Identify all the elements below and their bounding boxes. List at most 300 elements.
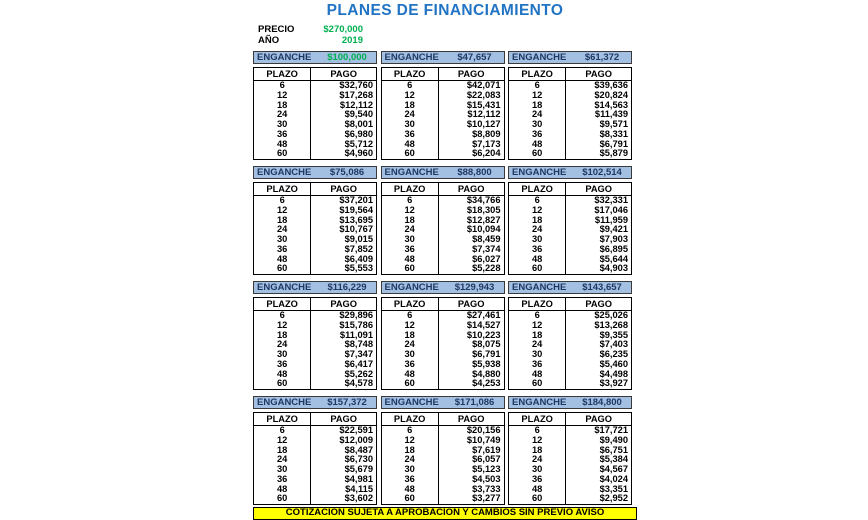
pago-cell: $12,112 bbox=[467, 109, 501, 120]
plazo-cell: 24 bbox=[382, 340, 439, 350]
plan-rows bbox=[509, 426, 631, 504]
plazo-cell: 48 bbox=[509, 140, 566, 150]
pago-cell: $8,809 bbox=[472, 128, 501, 139]
pago-column-header: PAGO bbox=[330, 184, 357, 194]
pago-column-header: PAGO bbox=[585, 184, 612, 194]
pago-cell: $8,075 bbox=[472, 339, 501, 350]
plazo-cell: 48 bbox=[509, 255, 566, 265]
precio-row bbox=[258, 24, 637, 35]
plan-card bbox=[508, 281, 632, 390]
plazo-cell: 60 bbox=[254, 264, 311, 274]
plazo-column-header: PLAZO bbox=[254, 298, 311, 310]
pago-cell: $8,331 bbox=[599, 128, 628, 139]
enganche-value: $88,800 bbox=[457, 167, 492, 178]
plazo-cell: 36 bbox=[382, 130, 439, 140]
plazo-cell: 60 bbox=[509, 494, 566, 504]
plazo-cell: 6 bbox=[254, 311, 311, 321]
plazo-column-header: PLAZO bbox=[509, 183, 566, 195]
enganche-header bbox=[508, 51, 632, 64]
plan-card bbox=[508, 51, 632, 160]
pago-cell: $11,439 bbox=[594, 109, 628, 120]
pago-cell: $32,760 bbox=[339, 80, 373, 90]
plazo-cell: 6 bbox=[509, 426, 566, 436]
pago-cell: $19,564 bbox=[339, 204, 373, 215]
pago-cell: $3,927 bbox=[599, 378, 628, 389]
price-year-block bbox=[258, 24, 637, 46]
pago-cell: $37,201 bbox=[339, 195, 373, 205]
plazo-cell: 6 bbox=[382, 311, 439, 321]
plazo-cell: 12 bbox=[382, 206, 439, 216]
pago-cell: $6,980 bbox=[344, 128, 373, 139]
plan-card bbox=[253, 51, 377, 160]
plazo-cell: 48 bbox=[254, 140, 311, 150]
plan-rows bbox=[382, 311, 504, 389]
pago-cell: $4,981 bbox=[344, 473, 373, 484]
plan-card bbox=[381, 166, 505, 275]
enganche-header bbox=[253, 281, 377, 294]
pago-cell: $22,591 bbox=[339, 425, 373, 435]
plazo-cell: 36 bbox=[254, 475, 311, 485]
enganche-label: ENGANCHE bbox=[257, 397, 312, 408]
pago-cell: $6,791 bbox=[472, 349, 501, 359]
plazo-column-header: PLAZO bbox=[509, 413, 566, 425]
payment-table bbox=[381, 297, 505, 390]
plazo-cell: 30 bbox=[254, 465, 311, 475]
plan-card bbox=[508, 166, 632, 275]
plan-card bbox=[253, 166, 377, 275]
plan-card bbox=[508, 396, 632, 505]
pago-cell: $7,903 bbox=[599, 234, 628, 244]
enganche-header bbox=[381, 281, 505, 294]
pago-cell: $18,305 bbox=[466, 204, 501, 215]
pago-cell: $9,540 bbox=[344, 109, 373, 120]
plazo-column-header: PLAZO bbox=[509, 68, 566, 80]
enganche-value: $47,657 bbox=[457, 52, 492, 63]
financing-sheet bbox=[253, 0, 637, 520]
enganche-label: ENGANCHE bbox=[384, 167, 439, 178]
plazo-cell: 48 bbox=[382, 485, 439, 495]
pago-cell: $12,009 bbox=[339, 434, 373, 445]
plan-row bbox=[509, 149, 631, 159]
plazo-cell: 60 bbox=[254, 494, 311, 504]
plazo-cell: 30 bbox=[382, 120, 439, 130]
pago-cell: $8,459 bbox=[472, 234, 501, 244]
pago-column-header: PAGO bbox=[457, 69, 485, 79]
payment-table bbox=[253, 297, 377, 390]
pago-cell: $6,057 bbox=[472, 454, 501, 465]
plazo-column-header: PLAZO bbox=[254, 68, 311, 80]
enganche-label: ENGANCHE bbox=[257, 52, 312, 63]
enganche-value: $184,800 bbox=[582, 397, 622, 408]
pago-cell: $6,895 bbox=[599, 243, 628, 254]
pago-cell: $12,112 bbox=[339, 99, 373, 110]
enganche-value: $116,229 bbox=[327, 282, 367, 293]
plazo-cell: 36 bbox=[509, 475, 566, 485]
plan-row bbox=[509, 379, 631, 389]
plazo-cell: 12 bbox=[509, 321, 566, 331]
payment-table bbox=[508, 67, 632, 160]
plazo-cell: 60 bbox=[254, 379, 311, 389]
plazo-cell: 12 bbox=[254, 206, 311, 216]
pago-cell: $8,001 bbox=[344, 119, 373, 129]
plazo-cell: 24 bbox=[382, 110, 439, 120]
enganche-header bbox=[508, 166, 632, 179]
plazo-cell: 24 bbox=[382, 455, 439, 465]
pago-cell: $42,071 bbox=[466, 80, 501, 90]
plazo-column-header: PLAZO bbox=[382, 183, 439, 195]
pago-cell: $2,952 bbox=[599, 493, 628, 504]
plazo-cell: 12 bbox=[382, 436, 439, 446]
plazo-cell: 18 bbox=[382, 216, 439, 226]
precio-value: $270,000 bbox=[323, 24, 363, 35]
plazo-cell: 36 bbox=[382, 475, 439, 485]
enganche-header bbox=[381, 396, 505, 409]
pago-column-header: PAGO bbox=[330, 69, 357, 79]
pago-cell: $17,721 bbox=[594, 425, 628, 435]
pago-cell: $9,421 bbox=[599, 224, 628, 235]
plazo-cell: 30 bbox=[509, 235, 566, 245]
pago-cell: $6,751 bbox=[599, 444, 628, 455]
plan-row bbox=[382, 494, 504, 504]
plazo-cell: 24 bbox=[509, 225, 566, 235]
pago-cell: $7,347 bbox=[344, 349, 373, 359]
payment-table bbox=[253, 182, 377, 275]
enganche-label: ENGANCHE bbox=[384, 282, 439, 293]
plazo-cell: 24 bbox=[254, 340, 311, 350]
plan-row bbox=[382, 379, 504, 389]
pago-cell: $4,567 bbox=[599, 464, 628, 474]
pago-cell: $8,748 bbox=[344, 339, 373, 350]
enganche-value: $102,514 bbox=[582, 167, 622, 178]
pago-cell: $7,374 bbox=[472, 243, 501, 254]
pago-cell: $6,409 bbox=[344, 253, 373, 264]
pago-cell: $17,046 bbox=[594, 204, 628, 215]
plazo-cell: 60 bbox=[509, 264, 566, 274]
plazo-cell: 12 bbox=[254, 91, 311, 101]
plazo-cell: 48 bbox=[382, 255, 439, 265]
pago-cell: $4,498 bbox=[599, 368, 628, 379]
pago-cell: $5,384 bbox=[599, 454, 628, 465]
plazo-cell: 36 bbox=[254, 245, 311, 255]
pago-column-header: PAGO bbox=[585, 69, 612, 79]
pago-cell: $25,026 bbox=[594, 310, 628, 320]
plazo-cell: 12 bbox=[254, 321, 311, 331]
plan-card bbox=[253, 396, 377, 505]
pago-column-header: PAGO bbox=[330, 299, 357, 309]
enganche-value: $143,657 bbox=[582, 282, 622, 293]
payment-table bbox=[508, 182, 632, 275]
plan-row bbox=[382, 264, 504, 274]
anio-label: AÑO bbox=[258, 35, 280, 46]
plan-rows bbox=[509, 196, 631, 274]
plazo-cell: 30 bbox=[254, 350, 311, 360]
plazo-cell: 6 bbox=[509, 311, 566, 321]
pago-cell: $7,173 bbox=[472, 138, 501, 149]
pago-cell: $5,712 bbox=[344, 138, 373, 149]
plazo-cell: 6 bbox=[509, 196, 566, 206]
enganche-value: $171,086 bbox=[454, 397, 495, 408]
plazo-cell: 30 bbox=[382, 465, 439, 475]
pago-cell: $10,223 bbox=[466, 329, 501, 340]
enganche-header bbox=[381, 166, 505, 179]
plazo-cell: 6 bbox=[382, 196, 439, 206]
plazo-cell: 48 bbox=[509, 485, 566, 495]
enganche-header bbox=[508, 281, 632, 294]
pago-cell: $5,938 bbox=[472, 358, 501, 369]
plazo-cell: 6 bbox=[382, 426, 439, 436]
pago-cell: $7,619 bbox=[472, 444, 501, 455]
pago-cell: $15,431 bbox=[466, 99, 501, 110]
pago-cell: $5,879 bbox=[599, 148, 628, 159]
plazo-cell: 24 bbox=[254, 110, 311, 120]
pago-cell: $9,571 bbox=[599, 119, 628, 129]
plan-rows bbox=[254, 81, 376, 159]
pago-cell: $5,262 bbox=[344, 368, 373, 379]
plazo-cell: 48 bbox=[509, 370, 566, 380]
plan-card bbox=[381, 281, 505, 390]
plazo-cell: 48 bbox=[254, 370, 311, 380]
pago-cell: $29,896 bbox=[339, 310, 373, 320]
plan-row bbox=[254, 379, 376, 389]
pago-cell: $4,115 bbox=[345, 483, 373, 494]
enganche-header bbox=[381, 51, 505, 64]
plan-row bbox=[254, 264, 376, 274]
plazo-cell: 12 bbox=[509, 206, 566, 216]
pago-cell: $4,024 bbox=[599, 473, 628, 484]
payment-table bbox=[381, 412, 505, 505]
plazo-cell: 48 bbox=[254, 255, 311, 265]
enganche-label: ENGANCHE bbox=[384, 52, 439, 63]
enganche-value: $100,000 bbox=[327, 52, 367, 63]
pago-cell: $5,679 bbox=[344, 464, 373, 474]
pago-cell: $7,852 bbox=[344, 243, 373, 254]
pago-cell: $5,460 bbox=[599, 358, 628, 369]
pago-cell: $11,959 bbox=[594, 214, 628, 225]
precio-label: PRECIO bbox=[258, 24, 295, 35]
plazo-cell: 12 bbox=[509, 436, 566, 446]
plazo-cell: 30 bbox=[509, 350, 566, 360]
plazo-cell: 24 bbox=[382, 225, 439, 235]
pago-column-header: PAGO bbox=[457, 299, 485, 309]
plazo-cell: 12 bbox=[254, 436, 311, 446]
plazo-cell: 48 bbox=[254, 485, 311, 495]
plazo-cell: 18 bbox=[254, 101, 311, 111]
plazo-cell: 18 bbox=[509, 216, 566, 226]
pago-cell: $8,487 bbox=[344, 444, 373, 455]
plan-rows bbox=[254, 311, 376, 389]
plan-row bbox=[382, 149, 504, 159]
plan-rows bbox=[382, 426, 504, 504]
pago-cell: $3,277 bbox=[472, 493, 501, 504]
pago-cell: $13,268 bbox=[594, 319, 628, 330]
pago-cell: $34,766 bbox=[466, 195, 501, 205]
pago-cell: $7,403 bbox=[599, 339, 628, 350]
pago-cell: $3,351 bbox=[599, 483, 628, 494]
plan-rows bbox=[509, 81, 631, 159]
pago-cell: $14,563 bbox=[594, 99, 628, 110]
plazo-cell: 12 bbox=[509, 91, 566, 101]
plazo-cell: 12 bbox=[382, 91, 439, 101]
pago-cell: $5,123 bbox=[472, 464, 501, 474]
plazo-cell: 36 bbox=[509, 360, 566, 370]
plan-card bbox=[253, 281, 377, 390]
plazo-cell: 24 bbox=[509, 455, 566, 465]
pago-cell: $4,253 bbox=[472, 378, 501, 389]
pago-cell: $6,791 bbox=[599, 138, 628, 149]
pago-cell: $4,960 bbox=[344, 148, 373, 159]
enganche-value: $129,943 bbox=[454, 282, 495, 293]
pago-column-header: PAGO bbox=[330, 414, 357, 424]
plazo-cell: 12 bbox=[382, 321, 439, 331]
plan-row bbox=[254, 494, 376, 504]
plazo-cell: 48 bbox=[382, 370, 439, 380]
plan-rows bbox=[382, 196, 504, 274]
pago-cell: $6,730 bbox=[344, 454, 373, 465]
pago-column-header: PAGO bbox=[457, 414, 485, 424]
plazo-cell: 36 bbox=[509, 130, 566, 140]
pago-column-header: PAGO bbox=[585, 299, 612, 309]
enganche-label: ENGANCHE bbox=[257, 167, 312, 178]
pago-cell: $17,268 bbox=[339, 89, 373, 100]
plazo-cell: 18 bbox=[254, 331, 311, 341]
pago-cell: $20,156 bbox=[466, 425, 501, 435]
pago-cell: $3,733 bbox=[472, 483, 501, 494]
pago-cell: $5,644 bbox=[599, 253, 628, 264]
plazo-cell: 36 bbox=[254, 130, 311, 140]
pago-cell: $27,461 bbox=[466, 310, 501, 320]
pago-cell: $6,204 bbox=[472, 148, 501, 159]
plazo-cell: 30 bbox=[509, 120, 566, 130]
enganche-label: ENGANCHE bbox=[512, 167, 567, 178]
pago-cell: $9,490 bbox=[599, 434, 628, 445]
plans-grid bbox=[253, 51, 637, 505]
pago-cell: $4,880 bbox=[472, 368, 501, 379]
plazo-cell: 18 bbox=[382, 101, 439, 111]
plazo-cell: 30 bbox=[382, 350, 439, 360]
plazo-cell: 30 bbox=[382, 235, 439, 245]
pago-cell: $4,578 bbox=[344, 378, 373, 389]
payment-table bbox=[508, 297, 632, 390]
plazo-cell: 36 bbox=[254, 360, 311, 370]
pago-cell: $10,094 bbox=[466, 224, 501, 235]
plazo-column-header: PLAZO bbox=[382, 298, 439, 310]
pago-cell: $4,903 bbox=[599, 263, 628, 274]
plan-rows bbox=[254, 426, 376, 504]
plazo-cell: 18 bbox=[509, 446, 566, 456]
pago-cell: $14,527 bbox=[466, 319, 501, 330]
plazo-cell: 36 bbox=[382, 360, 439, 370]
pago-cell: $10,127 bbox=[466, 119, 501, 129]
enganche-value: $61,372 bbox=[584, 52, 620, 63]
pago-cell: $11,091 bbox=[339, 329, 373, 340]
pago-cell: $12,827 bbox=[466, 214, 501, 225]
pago-cell: $10,749 bbox=[466, 434, 501, 445]
payment-table bbox=[381, 67, 505, 160]
pago-cell: $32,331 bbox=[594, 195, 628, 205]
plazo-cell: 6 bbox=[382, 81, 439, 91]
pago-cell: $9,015 bbox=[344, 234, 373, 244]
enganche-header bbox=[508, 396, 632, 409]
plazo-cell: 18 bbox=[254, 446, 311, 456]
plan-row bbox=[509, 264, 631, 274]
enganche-label: ENGANCHE bbox=[512, 397, 567, 408]
payment-table bbox=[253, 67, 377, 160]
pago-column-header: PAGO bbox=[457, 184, 485, 194]
plan-card bbox=[381, 396, 505, 505]
plan-row bbox=[254, 149, 376, 159]
plazo-column-header: PLAZO bbox=[254, 183, 311, 195]
plazo-cell: 24 bbox=[509, 110, 566, 120]
pago-cell: $13,695 bbox=[339, 214, 373, 225]
pago-cell: $6,417 bbox=[344, 358, 373, 369]
plazo-cell: 6 bbox=[509, 81, 566, 91]
plazo-cell: 18 bbox=[382, 446, 439, 456]
pago-cell: $9,355 bbox=[599, 329, 628, 340]
enganche-label: ENGANCHE bbox=[512, 52, 567, 63]
enganche-header bbox=[253, 396, 377, 409]
plan-row bbox=[509, 494, 631, 504]
plazo-cell: 30 bbox=[254, 235, 311, 245]
plazo-cell: 6 bbox=[254, 81, 311, 91]
plazo-cell: 6 bbox=[254, 426, 311, 436]
pago-cell: $6,235 bbox=[599, 349, 628, 359]
enganche-label: ENGANCHE bbox=[257, 282, 312, 293]
plazo-cell: 24 bbox=[254, 225, 311, 235]
plazo-column-header: PLAZO bbox=[254, 413, 311, 425]
plan-rows bbox=[509, 311, 631, 389]
plazo-cell: 18 bbox=[254, 216, 311, 226]
plazo-cell: 60 bbox=[509, 149, 566, 159]
pago-cell: $20,824 bbox=[594, 89, 628, 100]
plazo-cell: 36 bbox=[509, 245, 566, 255]
enganche-value: $157,372 bbox=[327, 397, 367, 408]
payment-table bbox=[508, 412, 632, 505]
plan-card bbox=[381, 51, 505, 160]
pago-cell: $6,027 bbox=[472, 253, 501, 264]
pago-cell: $5,228 bbox=[472, 263, 501, 274]
plazo-cell: 60 bbox=[382, 379, 439, 389]
pago-cell: $10,767 bbox=[339, 224, 373, 235]
plazo-cell: 60 bbox=[509, 379, 566, 389]
enganche-label: ENGANCHE bbox=[384, 397, 439, 408]
enganche-header bbox=[253, 51, 377, 64]
plazo-cell: 18 bbox=[382, 331, 439, 341]
enganche-value: $75,086 bbox=[329, 167, 365, 178]
pago-cell: $39,636 bbox=[594, 80, 628, 90]
plan-rows bbox=[254, 196, 376, 274]
anio-row bbox=[258, 35, 637, 46]
plazo-column-header: PLAZO bbox=[509, 298, 566, 310]
plazo-column-header: PLAZO bbox=[382, 413, 439, 425]
payment-table bbox=[253, 412, 377, 505]
pago-cell: $15,786 bbox=[339, 319, 373, 330]
plazo-cell: 48 bbox=[382, 140, 439, 150]
plazo-cell: 24 bbox=[509, 340, 566, 350]
plazo-cell: 6 bbox=[254, 196, 311, 206]
anio-value: 2019 bbox=[341, 35, 363, 46]
pago-cell: $3,602 bbox=[344, 493, 373, 504]
pago-cell: $22,083 bbox=[466, 89, 501, 100]
enganche-header bbox=[253, 166, 377, 179]
plazo-cell: 24 bbox=[254, 455, 311, 465]
plazo-cell: 60 bbox=[382, 494, 439, 504]
pago-cell: $4,503 bbox=[472, 473, 501, 484]
plazo-cell: 36 bbox=[382, 245, 439, 255]
plazo-cell: 30 bbox=[509, 465, 566, 475]
pago-cell: $5,553 bbox=[344, 263, 373, 274]
payment-table bbox=[381, 182, 505, 275]
plan-rows bbox=[382, 81, 504, 159]
